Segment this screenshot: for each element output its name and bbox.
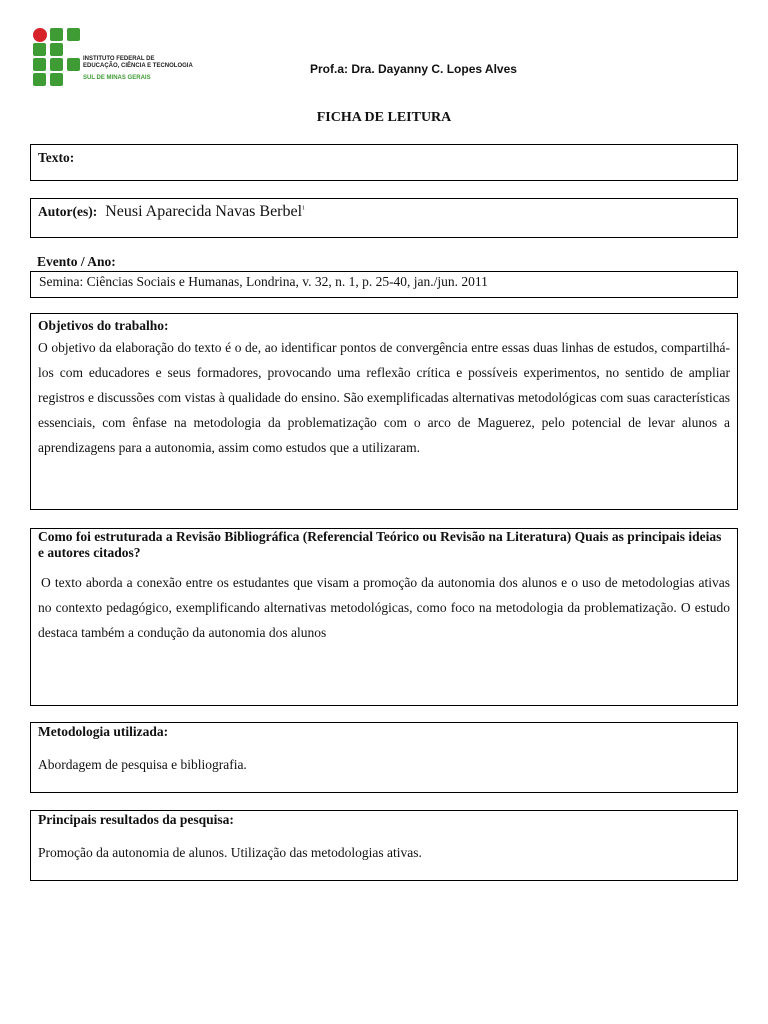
- page-title: FICHA DE LEITURA: [316, 110, 452, 125]
- professor-name: Prof.a: Dra. Dayanny C. Lopes Alves: [310, 62, 517, 76]
- texto-label: Texto:: [38, 150, 75, 165]
- evento-label: Evento / Ano:: [37, 254, 116, 269]
- texto-box: [30, 144, 738, 181]
- revisao-label: Como foi estruturada a Revisão Bibliográfica (Referencial Teórico ou Revisão na Literatura) Quais as principais ideias e autores citados?: [38, 529, 722, 560]
- logo-region: SUL DE MINAS GERAIS: [83, 75, 151, 81]
- autor-value: Neusi Aparecida Navas Berbel: [105, 203, 303, 220]
- logo-red-dot: [33, 28, 47, 42]
- institute-logo: [33, 28, 233, 88]
- resultados-box: [30, 810, 738, 881]
- autor-box: [30, 198, 738, 238]
- metodologia-box: [30, 722, 738, 793]
- revisao-text: O texto aborda a conexão entre os estudantes que visam a promoção da autonomia dos alunos e o uso de metodologias ativas no contexto pedagógico, exemplificando alternativas metodológicas, como foco na metodologia da problematização. O estudo destaca também a condução da autonomia dos alunos: [38, 575, 730, 640]
- revisao-box: [30, 528, 738, 706]
- resultados-text: Promoção da autonomia de alunos. Utilização das metodologias ativas.: [38, 845, 422, 860]
- autor-footnote: 1: [302, 205, 306, 212]
- autor-label: Autor(es):: [38, 204, 98, 219]
- metodologia-label: Metodologia utilizada:: [38, 724, 169, 739]
- evento-box: [30, 271, 738, 298]
- objetivos-text: O objetivo da elaboração do texto é o de, ao identificar pontos de convergência entre essas duas linhas de estudos, compartilhá-los com educadores e seus formadores, provocando uma reflexão crítica e possíveis experimentos, no sentido de ampliar registros e discussões com vistas à qualidade do ensino. São exemplificadas alternativas metodológicas com suas características essenciais, com ênfase na metodologia da problematização com o arco de Maguerez, pelo potencial de levar alunos a aprendizagens para a autonomia, assim como estudos que a utilizaram.: [38, 340, 730, 455]
- objetivos-label: Objetivos do trabalho:: [38, 318, 169, 333]
- resultados-label: Principais resultados da pesquisa:: [38, 812, 234, 827]
- metodologia-text: Abordagem de pesquisa e bibliografia.: [38, 757, 247, 772]
- evento-value: Semina: Ciências Sociais e Humanas, Londrina, v. 32, n. 1, p. 25-40, jan./jun. 2011: [39, 274, 488, 289]
- objetivos-box: [30, 313, 738, 510]
- logo-institute-name: INSTITUTO FEDERAL DE EDUCAÇÃO, CIÊNCIA E TECNOLOGIA: [83, 56, 193, 69]
